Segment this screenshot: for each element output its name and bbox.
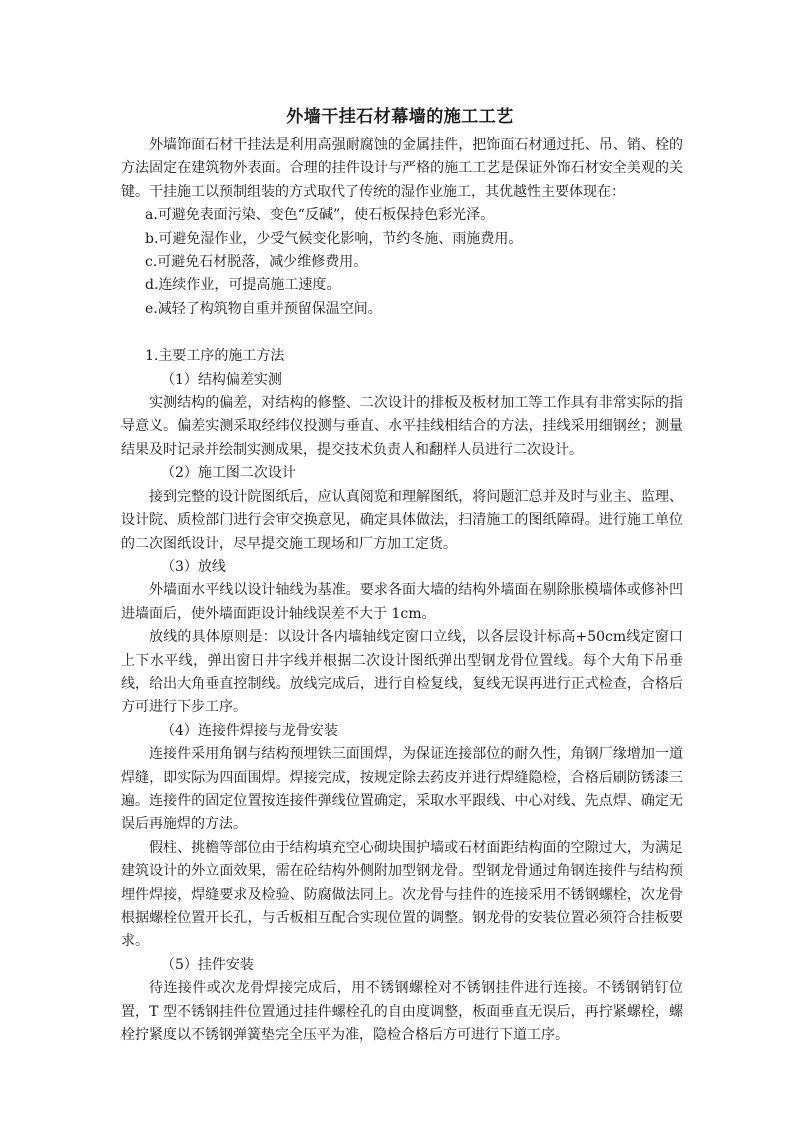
subsection-heading: （1）结构偏差实测 xyxy=(161,371,282,388)
paragraph: 放线的具体原则是：以设计各内墙轴线定窗口立线，以各层设计标高+50cm线定窗口上下水平线，弹出窗日井字线并根据二次设计图纸弹出型钢龙骨位置线。每个大角下吊垂线，给出大角垂直控制线。放线完成后，进行自检复线，复线无误再进行正式检查，合格后方可进行下步工序。 xyxy=(121,629,683,716)
paragraph: 假柱、挑檐等部位由于结构填充空心砌块围护墙或石材面距结构面的空隙过大，为满足建筑设计的外立面效果，需在砼结构外侧附加型钢龙骨。型钢龙骨通过角钢连接件与结构预埋件焊接，焊缝要求及检验、防腐做法同上。次龙骨与挂件的连接采用不锈钢螺栓，次龙骨根据螺栓位置开长孔，与舌板相互配合实现位置的调整。钢龙骨的安装位置必须符合挂板要求。 xyxy=(121,839,683,950)
list-item: c.可避免石材脱落，减少维修费用。 xyxy=(145,254,368,271)
paragraph: 外墙面水平线以设计轴线为基准。要求各面大墙的结构外墙面在剔除胀模墙体或修补凹进墙面后，使外墙面距设计轴线误差不大于 1cm。 xyxy=(121,582,683,622)
list-item: d.连续作业，可提高施工速度。 xyxy=(145,277,341,294)
list-item: b.可避免湿作业，少受气候变化影响，节约冬施、雨施费用。 xyxy=(145,230,523,247)
paragraph: 待连接件或次龙骨焊接完成后，用不锈钢螺栓对不锈钢挂件进行连接。不锈钢销钉位置，T 型不锈钢挂件位置通过挂件螺栓孔的自由度调整，板面垂直无误后，再拧紧螺栓，螺栓拧紧度以不锈钢弹簧垫完全压平为准，隐检合格后方可进行下道工序。 xyxy=(121,980,683,1044)
list-item: e.减轻了构筑物自重并预留保温空间。 xyxy=(145,300,382,317)
advantages-list xyxy=(121,204,683,321)
paragraph: 实测结构的偏差，对结构的修整、二次设计的排板及板材加工等工作具有非常实际的指导意义。偏差实测采取经纬仪投测与垂直、水平挂线相结合的方法，挂线采用细钢丝；测量结果及时记录并绘制实测成果，提交技术负责人和翻样人员进行二次设计。 xyxy=(121,395,683,458)
subsection-heading: （3）放线 xyxy=(161,558,226,575)
paragraph: 接到完整的设计院图纸后，应认真阅览和理解图纸，将问题汇总并及时与业主、监理、设计院、质检部门进行会审交换意见，确定具体做法，扫清施工的图纸障碍。进行施工单位的二次图纸设计，尽早提交施工现场和厂方加工定货。 xyxy=(121,488,683,552)
document-body xyxy=(121,134,683,1047)
section-heading: 1.主要工序的施工方法 xyxy=(145,348,285,365)
subsection-heading: （2）施工图二次设计 xyxy=(161,465,296,482)
subsection-heading: （5）挂件安装 xyxy=(161,956,254,973)
subsection-heading: （4）连接件焊接与龙骨安装 xyxy=(161,722,338,739)
spacer xyxy=(121,321,683,345)
list-item: a.可避免表面污染、变色“反碱”，使石板保持色彩光泽。 xyxy=(145,207,495,224)
paragraph: 连接件采用角钢与结构预埋铁三面围焊，为保证连接部位的耐久性，角钢厂缘增加一道焊缝，即实际为四面围焊。焊接完成，按规定除去药皮并进行焊缝隐检，合格后刷防锈漆三遍。连接件的固定位置按连接件弹线位置确定，采取水平跟线、中心对线、先点焊、确定无误后再施焊的方法。 xyxy=(121,746,683,833)
intro-paragraph: 外墙饰面石材干挂法是利用高强耐腐蚀的金属挂件，把饰面石材通过托、吊、销、栓的方法固定在建筑物外表面。合理的挂件设计与严格的施工工艺是保证外饰石材安全美观的关键。干挂施工以预制组装的方式取代了传统的湿作业施工，其优越性主要体现在： xyxy=(121,137,683,200)
page-title: 外墙干挂石材幕墙的施工工艺 xyxy=(286,107,514,127)
